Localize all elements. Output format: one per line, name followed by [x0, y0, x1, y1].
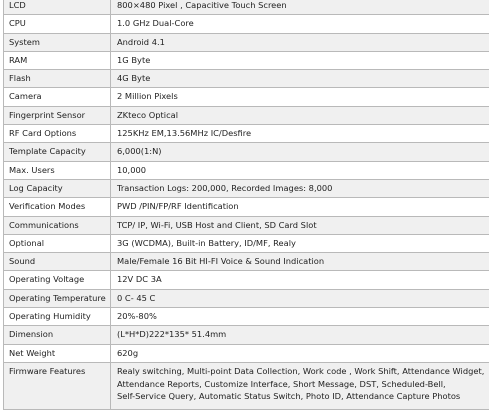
spec-label: RF Card Options: [4, 125, 111, 143]
spec-value: 620g: [111, 344, 489, 362]
spec-row-fingerprint-sensor: [4, 106, 489, 124]
spec-label: Flash: [4, 70, 111, 88]
spec-label: Log Capacity: [4, 179, 111, 197]
spec-label: Firmware Features: [4, 362, 111, 409]
spec-row-operating-voltage: [4, 271, 489, 289]
spec-label: Template Capacity: [4, 143, 111, 161]
spec-row-operating-temperature: [4, 289, 489, 307]
spec-value: 0 C- 45 C: [111, 289, 489, 307]
spec-row-firmware-features: [4, 362, 489, 409]
specification-table: [3, 0, 489, 410]
spec-label: LCD: [4, 0, 111, 15]
spec-label: RAM: [4, 51, 111, 69]
spec-row-camera: [4, 88, 489, 106]
spec-value: 4G Byte: [111, 70, 489, 88]
spec-label: Camera: [4, 88, 111, 106]
spec-value: 6,000(1:N): [111, 143, 489, 161]
spec-label: Fingerprint Sensor: [4, 106, 111, 124]
spec-value: TCP/ IP, Wi-Fi, USB Host and Client, SD Card Slot: [111, 216, 489, 234]
spec-value: 1G Byte: [111, 51, 489, 69]
spec-value: 800×480 Pixel , Capacitive Touch Screen: [111, 0, 489, 15]
spec-row-operating-humidity: [4, 308, 489, 326]
spec-value: 2 Million Pixels: [111, 88, 489, 106]
feature-line: Realy switching, Multi-point Data Collection, Work code , Work Shift, Attendance Widget,: [117, 365, 489, 378]
spec-row-sound: [4, 253, 489, 271]
spec-label: Net Weight: [4, 344, 111, 362]
spec-value: 10,000: [111, 161, 489, 179]
spec-value: Male/Female 16 Bit HI-FI Voice & Sound Indication: [111, 253, 489, 271]
spec-label: Operating Temperature: [4, 289, 111, 307]
spec-value: PWD /PIN/FP/RF Identification: [111, 198, 489, 216]
spec-value: 3G (WCDMA), Built-in Battery, ID/MF, Realy: [111, 234, 489, 252]
spec-row-optional: [4, 234, 489, 252]
spec-label: Optional: [4, 234, 111, 252]
spec-row-lcd: [4, 0, 489, 15]
spec-row-net-weight: [4, 344, 489, 362]
spec-row-system: [4, 33, 489, 51]
spec-row-max-users: [4, 161, 489, 179]
spec-label: CPU: [4, 15, 111, 33]
spec-value: 1.0 GHz Dual-Core: [111, 15, 489, 33]
spec-value: Android 4.1: [111, 33, 489, 51]
spec-row-communications: [4, 216, 489, 234]
spec-label: Communications: [4, 216, 111, 234]
spec-label: Verification Modes: [4, 198, 111, 216]
spec-label: Dimension: [4, 326, 111, 344]
spec-value: Transaction Logs: 200,000, Recorded Images: 8,000: [111, 179, 489, 197]
spec-value: 125KHz EM,13.56MHz IC/Desfire: [111, 125, 489, 143]
spec-row-verification-modes: [4, 198, 489, 216]
spec-row-dimension: [4, 326, 489, 344]
feature-line: Self-Service Query, Automatic Status Switch, Photo ID, Attendance Capture Photos: [117, 390, 489, 403]
spec-value: 20%-80%: [111, 308, 489, 326]
spec-label: Sound: [4, 253, 111, 271]
spec-label: Operating Humidity: [4, 308, 111, 326]
spec-row-template-capacity: [4, 143, 489, 161]
spec-row-cpu: [4, 15, 489, 33]
spec-label: System: [4, 33, 111, 51]
spec-label: Max. Users: [4, 161, 111, 179]
spec-value: 12V DC 3A: [111, 271, 489, 289]
spec-value: (L*H*D)222*135* 51.4mm: [111, 326, 489, 344]
spec-value: ZKteco Optical: [111, 106, 489, 124]
spec-row-flash: [4, 70, 489, 88]
spec-value-features: [111, 362, 489, 409]
spec-row-rf-card-options: [4, 125, 489, 143]
spec-row-ram: [4, 51, 489, 69]
spec-label: Operating Voltage: [4, 271, 111, 289]
feature-line: Attendance Reports, Customize Interface, Short Message, DST, Scheduled-Bell,: [117, 378, 489, 391]
spec-row-log-capacity: [4, 179, 489, 197]
